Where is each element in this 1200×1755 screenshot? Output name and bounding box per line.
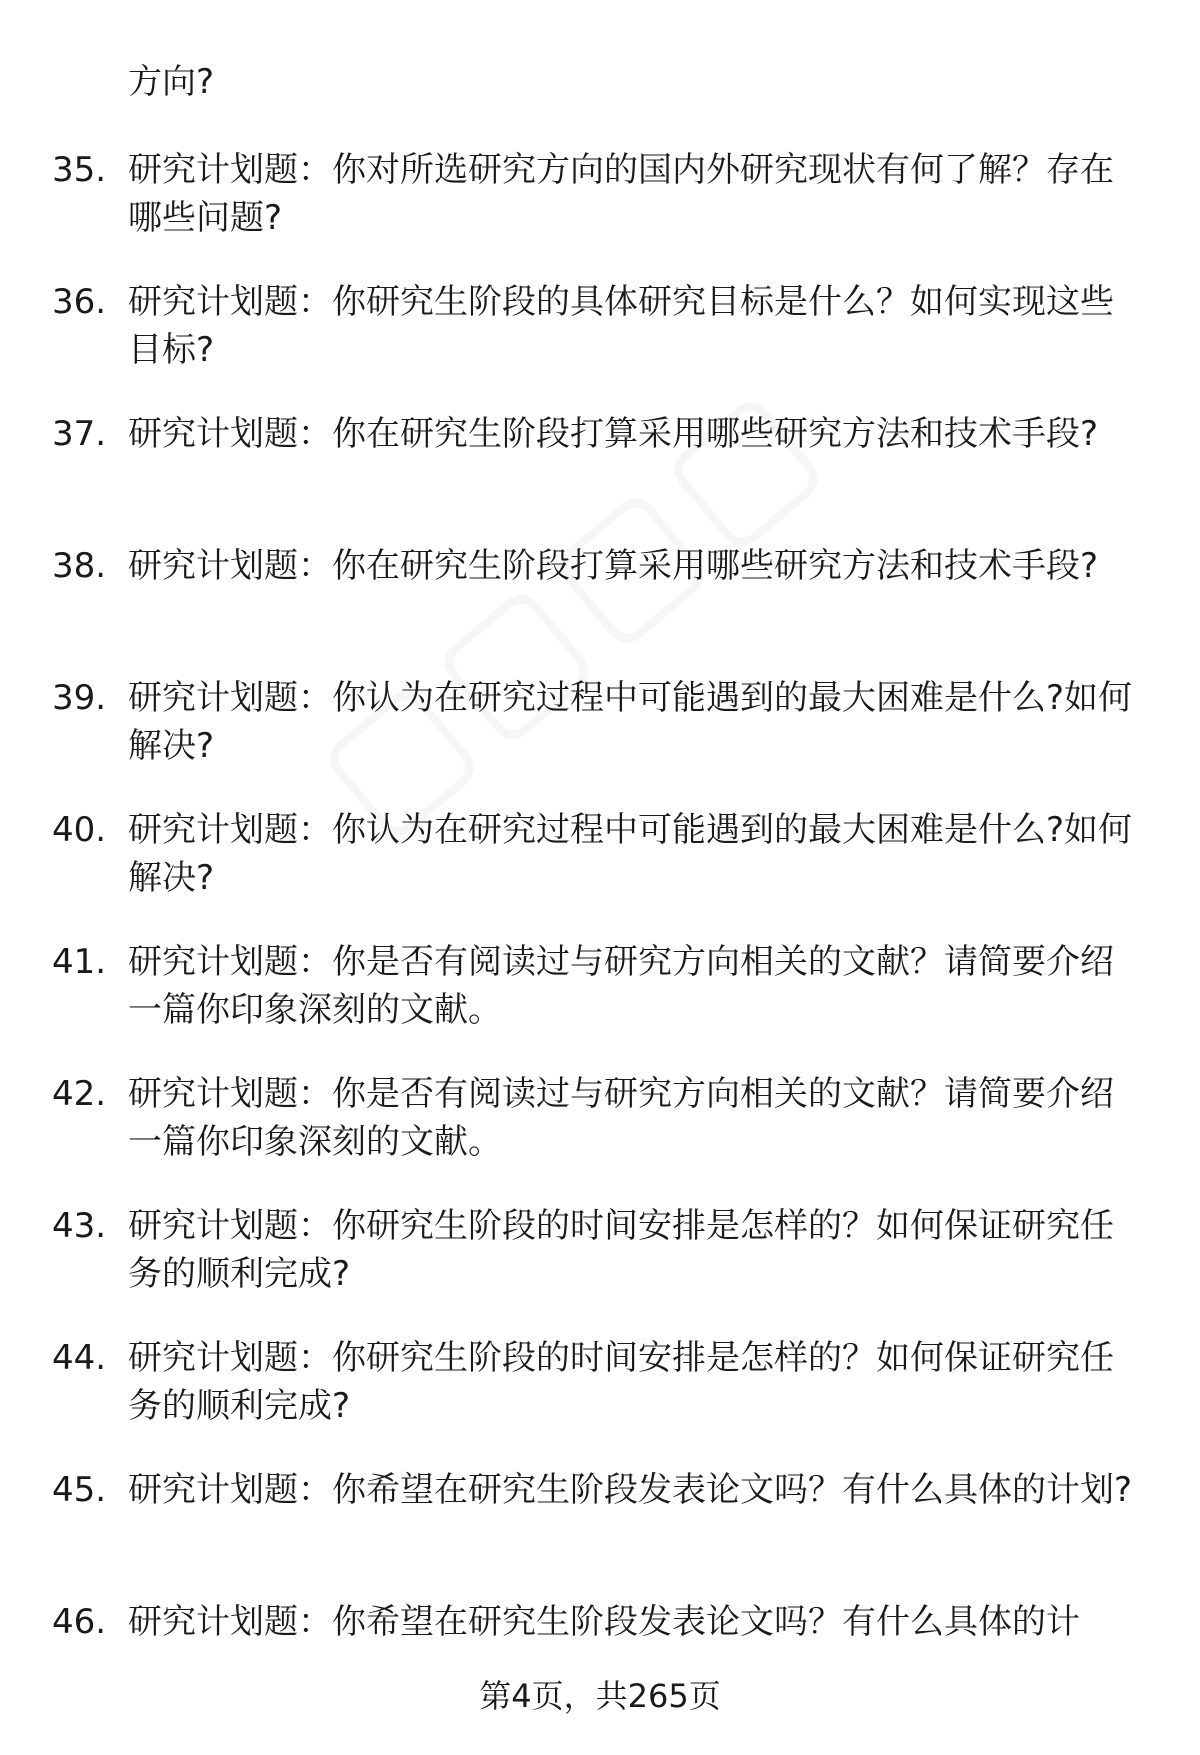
question-number: 42. (52, 1074, 107, 1114)
question-number: 46. (52, 1602, 107, 1642)
question-item (0, 1070, 1200, 1202)
question-text: 研究计划题：你认为在研究过程中可能遇到的最大困难是什么?如何解决? (128, 810, 1133, 898)
question-number: 45. (52, 1470, 107, 1510)
question-item (0, 410, 1200, 542)
question-text: 研究计划题：你研究生阶段的时间安排是怎样的？如何保证研究任务的顺利完成? (128, 1338, 1114, 1426)
question-number: 37. (52, 414, 107, 454)
question-number: 35. (52, 150, 107, 190)
question-text: 研究计划题：你认为在研究过程中可能遇到的最大困难是什么?如何解决? (128, 678, 1133, 766)
page-footer: 第4页，共265页 (479, 1677, 721, 1715)
question-number: 38. (52, 546, 107, 586)
question-item (0, 1334, 1200, 1466)
question-text: 研究计划题：你是否有阅读过与研究方向相关的文献？请简要介绍一篇你印象深刻的文献。 (128, 942, 1114, 1030)
question-text: 研究计划题：你是否有阅读过与研究方向相关的文献？请简要介绍一篇你印象深刻的文献。 (128, 1074, 1114, 1162)
question-number: 43. (52, 1206, 107, 1246)
question-text: 研究计划题：你希望在研究生阶段发表论文吗？有什么具体的计 (128, 1602, 1080, 1642)
question-number: 41. (52, 942, 107, 982)
question-item (0, 542, 1200, 674)
question-item (0, 278, 1200, 410)
question-text: 研究计划题：你对所选研究方向的国内外研究现状有何了解？存在哪些问题? (128, 150, 1114, 238)
question-item (0, 806, 1200, 938)
question-number: 40. (52, 810, 107, 850)
question-item (0, 938, 1200, 1070)
question-number: 36. (52, 282, 107, 322)
question-number: 39. (52, 678, 107, 718)
question-item (0, 146, 1200, 278)
question-text: 研究计划题：你希望在研究生阶段发表论文吗？有什么具体的计划? (128, 1470, 1133, 1510)
question-item (0, 1202, 1200, 1334)
question-item (0, 674, 1200, 806)
question-item (0, 1466, 1200, 1598)
question-text: 研究计划题：你研究生阶段的时间安排是怎样的？如何保证研究任务的顺利完成? (128, 1206, 1114, 1294)
question-text: 研究计划题：你在研究生阶段打算采用哪些研究方法和技术手段? (128, 414, 1099, 454)
question-text: 研究计划题：你研究生阶段的具体研究目标是什么？如何实现这些目标? (128, 282, 1114, 370)
question-number: 44. (52, 1338, 107, 1378)
question-list (0, 146, 1200, 1730)
continuation-text: 方向? (128, 62, 215, 102)
question-text: 研究计划题：你在研究生阶段打算采用哪些研究方法和技术手段? (128, 546, 1099, 586)
